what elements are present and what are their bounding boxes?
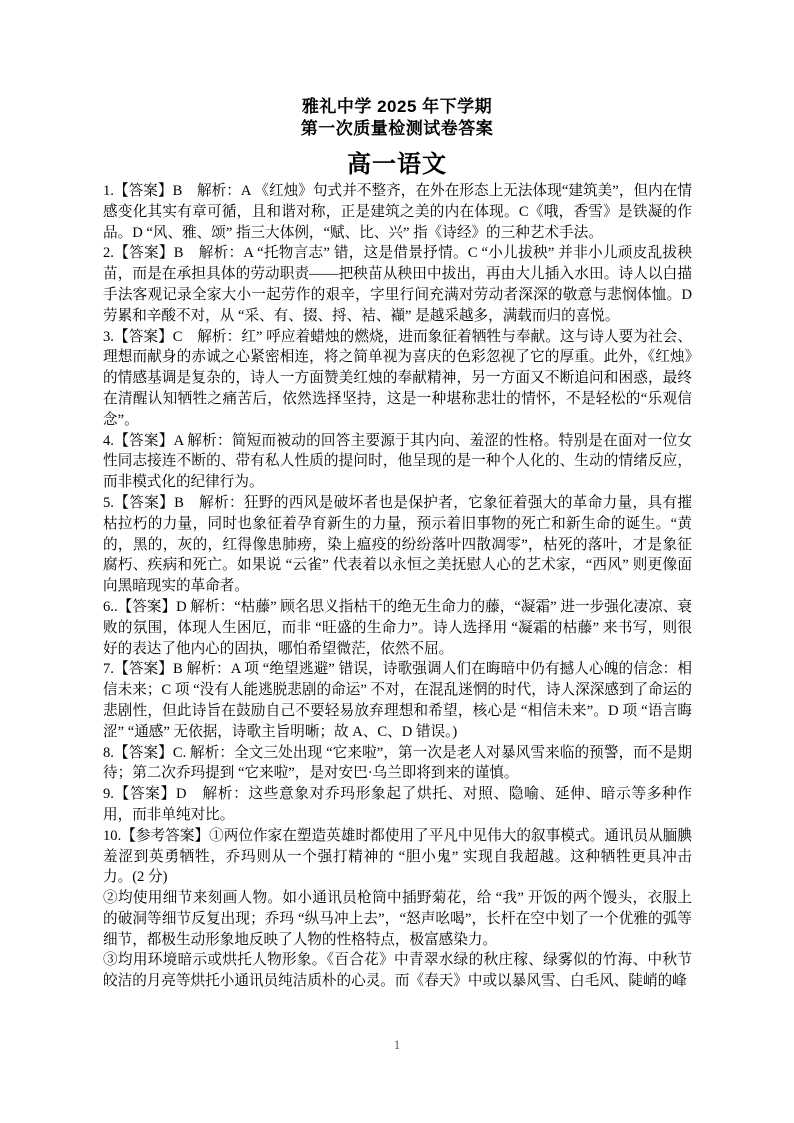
- answer-item-7: 7.【答案】B 解析：A 项 “绝望逃避” 错误，诗歌强调人们在晦暗中仍有撼人心魄的信念：相信未来；C 项 “没有人能逃脱悲剧的命运” 不对，在混乱迷惘的时代，诗人深深感到了命运的悲剧性，但此诗旨在鼓励自己不要轻易放弃理想和希望，核心是 “相信未来”。D 项 “语言晦涩” “通感” 无依据，诗歌主旨明晰；故 A、C、D 错误。): [103, 661, 692, 740]
- answer-item-10-point-3: ③均用环境暗示或烘托人物形象。《百合花》中青翠水绿的秋庄稼、绿雾似的竹海、中秋节皎洁的月亮等烘托小通讯员纯洁质朴的心灵。而《春天》中或以暴风雪、白毛风、陡峭的峰: [103, 952, 692, 990]
- answer-key-body: [103, 181, 692, 992]
- answer-item-2: 2.【答案】B 解析：A “托物言志” 错，这是借景抒情。C “小儿拔秧” 并非小儿顽皮乱拔秧苗，而是在承担具体的劳动职责——把秧苗从秧田中拔出，再由大儿插入水田。诗人以白描手法客观记录全家大小一起劳作的艰辛，字里行间充满对劳动者深深的敬意与悲悯体恤。D 劳累和辛酸不对，从 “采、有、掇、捋、袺、襭” 是越采越多，满载而归的喜悦。: [103, 245, 692, 324]
- answer-item-9: 9.【答案】D 解析：这些意象对乔玛形象起了烘托、对照、隐喻、延伸、暗示等多种作用，而非单纯对比。: [103, 786, 692, 823]
- answer-item-1: 1.【答案】B 解析：A 《红烛》句式并不整齐，在外在形态上无法体现“建筑美”，但内在情感变化其实有章可循，且和谐对称，正是建筑之美的内在体现。C《哦，香雪》是铁凝的作品。D “风、雅、颂” 指三大体例，“赋、比、兴” 指《诗经》的三种艺术手法。: [103, 183, 692, 241]
- subject-title: 高一语文: [347, 152, 447, 178]
- answer-item-4: 4.【答案】A 解析：简短而被动的回答主要源于其内向、羞涩的性格。特别是在面对一位女性同志接连不断的、带有私人性质的提问时，他呈现的是一种个人化的、生动的情绪反应，而非模式化的纪律行为。: [103, 432, 692, 491]
- page-footer: [0, 1038, 794, 1053]
- document-title-line1: 雅礼中学 2025 年下学期: [301, 97, 493, 116]
- answer-item-6: 6..【答案】D 解析：“枯藤” 顾名思义指枯干的绝无生命力的藤，“凝霜” 进一步强化凄凉、衰败的氛围，体现人生困厄，而非 “旺盛的生命力”。诗人选择用 “凝霜的枯藤” 来书写，则很好的表达了他内心的固执，哪怕希望微茫，依然不屈。: [103, 598, 692, 657]
- answer-item-10-point-2: ②均使用细节来刻画人物。如小通讯员枪筒中插野菊花，给 “我” 开饭的两个馒头，衣服上的破洞等细节反复出现；乔玛 “纵马冲上去”，“怒声吆喝”，长杆在空中划了一个优雅的弧等细节，都极生动形象地反映了人物的性格特点，极富感染力。: [103, 890, 692, 948]
- answer-item-3: 3.【答案】C 解析：红” 呼应着蜡烛的燃烧，进而象征着牺牲与奉献。这与诗人要为社会、理想而献身的赤诚之心紧密相连，将之简单视为喜庆的色彩忽视了它的厚重。此外，《红烛》的情感基调是复杂的，诗人一方面赞美红烛的奉献精神，另一方面又不断追问和困惑，最终在清醒认知牺牲之痛苦后，依然选择坚持，这是一种堪称悲壮的情怀，不是轻松的“乐观信念”。: [103, 328, 692, 428]
- answer-item-8: 8.【答案】C. 解析：全文三处出现 “它来啦”，第一次是老人对暴风雪来临的预警，而不是期待；第二次乔玛提到 “它来啦”，是对安巴·乌兰即将到来的谨慎。: [103, 744, 692, 782]
- answer-item-10-point-1: 10.【参考答案】①两位作家在塑造英雄时都使用了平凡中见伟大的叙事模式。通讯员从腼腆羞涩到英勇牺牲，乔玛则从一个强打精神的 “胆小鬼” 实现自我超越。这种牺牲更具冲击力。(2 分): [103, 827, 692, 886]
- document-title-line2: 第一次质量检测试卷答案: [300, 119, 494, 138]
- page-number: 1: [393, 1038, 401, 1052]
- document-header: [0, 96, 794, 180]
- answer-item-5: 5.【答案】B 解析：狂野的西风是破坏者也是保护者，它象征着强大的革命力量，具有摧枯拉朽的力量，同时也象征着孕育新生的力量，预示着旧事物的死亡和新生命的诞生。“黄的，黑的，灰的，红得像患肺痨，染上瘟疫的纷纷落叶四散凋零”，枯死的落叶，才是象征腐朽、疾病和死亡。如果说 “云雀” 代表着以永恒之美抚慰人心的艺术家，“西风” 则更像面向黑暗现实的革命者。: [103, 494, 692, 595]
